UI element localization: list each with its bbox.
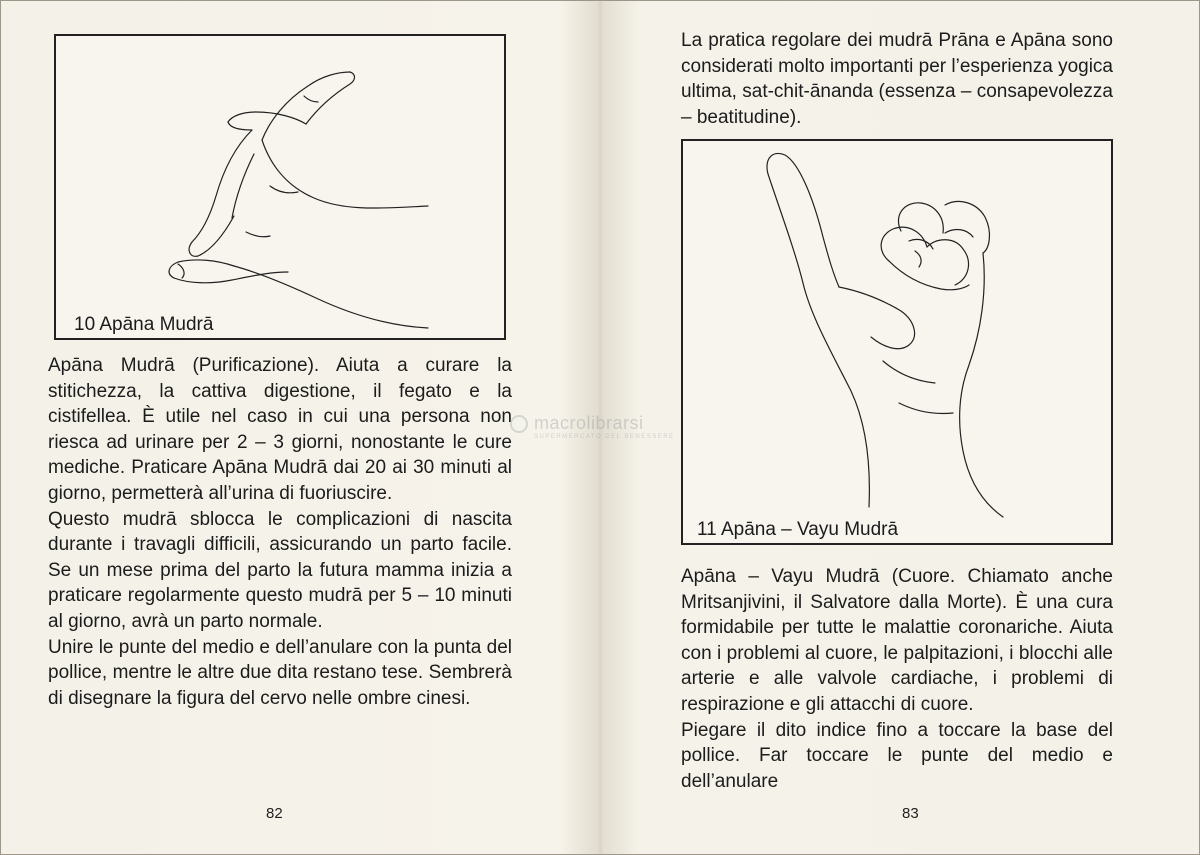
page-number: 82 bbox=[266, 805, 283, 822]
paragraph: La pratica regolare dei mudrā Prāna e Apāna sono considerati molto importanti per l’esperienza yogica ultima, sat-chit-ānanda (essenza – consapevolezza – beatitudine). bbox=[681, 30, 1113, 128]
figure-apana-mudra bbox=[54, 34, 506, 340]
page-number: 83 bbox=[902, 805, 919, 822]
watermark-logo bbox=[510, 413, 710, 443]
paragraph: Apāna – Vayu Mudrā (Cuore. Chiamato anche Mritsanjivini, il Salvatore dalla Morte). È una cura formidabile per tutte le malattie coronariche. Aiuta con i problemi al cuore, le palpitazioni, i blocchi alle arterie e alle valvole cardiache, i problemi di respirazione e gli attacchi di cuore. bbox=[681, 566, 1113, 715]
left-body-text bbox=[48, 353, 512, 711]
leaf-circle-icon bbox=[510, 415, 528, 433]
paragraph: Piegare il dito indice fino a toccare la base del pollice. Far toccare le punte del medio e dell’anulare bbox=[681, 719, 1113, 792]
figure-caption: 10 Apāna Mudrā bbox=[74, 314, 214, 335]
paragraph: Questo mudrā sblocca le complicazioni di nascita durante i travagli difficili, assicurando un parto facile. Se un mese prima del parto la futura mamma inizia a praticare regolarmente questo mudrā per 5 – 10 minuti al giorno, avrà un parto normale. bbox=[48, 508, 512, 632]
figure-caption: 11 Apāna – Vayu Mudrā bbox=[697, 519, 899, 540]
hand-drawing-apana-mudra bbox=[56, 36, 506, 340]
watermark-name: macrolibrarsi bbox=[534, 413, 644, 433]
right-intro-text bbox=[681, 28, 1113, 130]
figure-apana-vayu-mudra bbox=[681, 139, 1113, 545]
paragraph: Unire le punte del medio e dell’anulare con la punta del pollice, mentre le altre due dita restano tese. Sembrerà di disegnare la figura del cervo nelle ombre cinesi. bbox=[48, 636, 512, 709]
hand-drawing-apana-vayu-mudra bbox=[683, 141, 1113, 545]
right-body-text bbox=[681, 564, 1113, 794]
paragraph: Apāna Mudrā (Purificazione). Aiuta a curare la stitichezza, la cattiva digestione, il fegato e la cistifellea. È utile nel caso in cui una persona non riesca ad urinare per 2 – 3 giorni, nonostante le cure mediche. Praticare Apāna Mudrā dai 20 ai 30 minuti al giorno, permetterà all’urina di fuoriuscire. bbox=[48, 355, 512, 504]
watermark-tagline: SUPERMERCATO DEL BENESSERE bbox=[534, 434, 675, 440]
